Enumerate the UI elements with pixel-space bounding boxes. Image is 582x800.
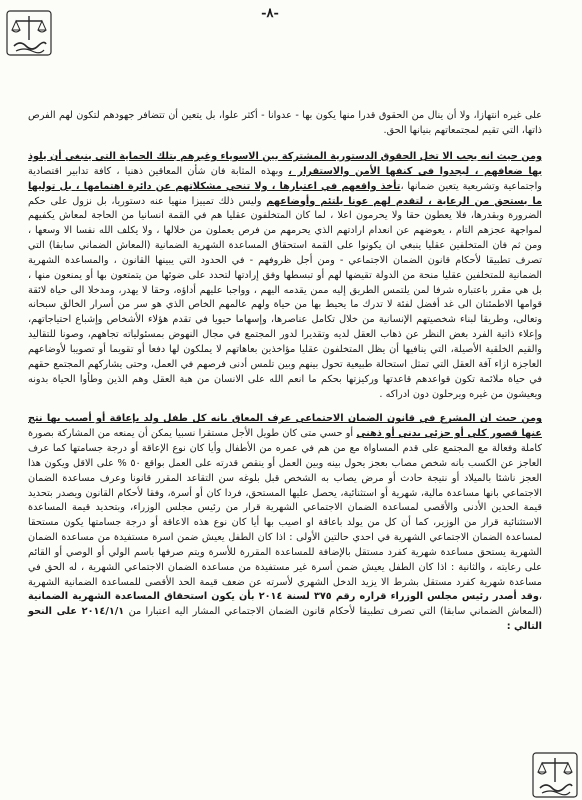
council-seal-bottom <box>532 752 578 798</box>
rights-text-2: وبهذه المثابة فان شأن المعاقين ذهنيا ، كافة تدابير اقتصادية واجتماعية وتشريعية يتعين ضمانها ، <box>28 165 542 192</box>
law-text-1: ومن حيث ان المشرع في قانون الضمان الاجتماعي عرف المعاق بانه كل طفل ولد بإعاقة أو أصيب بها نتج عنها قصور كلي أو جزئي بدني أو ذهني <box>28 413 542 440</box>
paragraph-constitutional-rights <box>28 150 542 402</box>
law-text-5: ٢٠١٤/١/١ على النحو التالي : <box>28 606 542 633</box>
council-seal-top <box>6 10 52 56</box>
paragraph-intro <box>28 108 542 138</box>
intro-text: على غيره انتهازا، ولا أن ينال من الحقوق قدرا منها يكون بها - عدوانا - أكثر علوا، بل يتعين أن تتضافر جهودهم لتكون لهم الفرص ذاتها، التي تقيم لمجتمعاتهم بنيانها الحق. <box>28 110 542 136</box>
scales-of-justice-icon <box>6 10 52 56</box>
law-text-4: (المعاش الضماني سابقا) التي تصرف تطبيقا لأحكام قانون الضمان الاجتماعي المشار اليه اعتبارا من <box>124 606 542 618</box>
rights-text-5: وليس ذلك تمييزا منهيا عنه دستوريا، بل نزول على حكم الضرورة وبقدرها، فلا يعطون حقا ولا يحرمون اعلا ، لما كان المتخلفون عقليا هم في القمة انسانيا من الحاجة لمعاش يكفيهم لمواجهة عجزهم التام ، يعوضهم عن انعدام ارادتهم الذي يحرمهم من فرص يعملون من خلالها ، ولا يكلف الله نفسا الا وسعها ، ومن ثم فان المتخلفين عقليا ينبغي ان يكونوا على القمة استحقاق المساعدة الشهرية الضمانية (المعاش الضماني سابقا) التي تصرف تطبيقا لأحكام قانون الضمان الاجتماعي - ومن أجل ظروفهم - في الحدود التي يبينها القانون ، والمساعدة الشهرية الضمانية للمتخلفين عقليا منحة من الدولة تقيضها لهم أو تبسطها وفق إرادتها لتحدد على ضوئها من يتمتعون بها أو يمنعون منها ، بل هي مقرر باعتباره شرفا لمن يلتمس الطريق إليه ممن يقدمه اليهم ، وواجبا عليهم أداؤه، وحقا لا يهدر، ومدخلا الى حياة لائقة قوامها الاطمئنان الى غد أفضل لفئة لا تدرك ما يحيط بها من حياة ولهم عالمهم الخاص الذي هو سر من أسرار الخالق سبحانه وتعالى، وطريقا لبناء شخصيتهم الإنسانية من خلال تكامل عناصرها، وإسهاما حيويا في تقدم هؤلاء الأشخاص وإشباع احتياجاتهم، وإعلاء ذاتية الفرد بغض النظر عن ذهاب العقل لديه وتقديرا لدور المجتمع في مجال النهوض بمسئولياته تجاههم، وصونا للتقاليد والقيم الخلقية الأصيلة، التي ينافيها أن يظل المتخلفون عقليا مؤاخذين بعاهاتهم لا يملكون لها دفعا أو تقويما أو تصويبا لأوضاعهم العاجزة ازاء آفة العقل التي تمثل استحالة طبيعية تحول بينهم وبين تلمس أدنى فرصهم في العمل، وحتى يشاركهم المجتمع حقهم في حياة ملائمة تكون قواعدهم قاعدتها وركيزتها بحكم ما انعم الله على الانسان من هبة العقل وهم الذين وطأوا الحياة بدونه ويعيشون من غيره ويرحلون دون ادراكه . <box>28 195 542 400</box>
rights-text-1: ومن حيث انه يجب الا تخل الحقوق الدستورية المشتركة بين الاسوياء وغيرهم بتلك الحماية التي ينبغي أن يلوذ بها ضعافهم ، ليجدوا في كنفها الأمن والاستقرار ، <box>28 151 542 177</box>
paragraph-social-security-law <box>28 412 542 635</box>
rights-text-3: تأخذ واقعهم في اعتبارها ، ولا تنحي مشكلاتهم عن دائرة اهتمامها ، <box>75 180 401 192</box>
law-text-3: وقد أصدر رئيس مجلس الوزراء قراره رقم ٣٧٥ لسنة ٢٠١٤ بأن يكون استحقاق المساعدة الشهرية الضمانية <box>28 591 539 603</box>
document-body <box>28 108 542 645</box>
page-number: -٨- <box>261 6 279 21</box>
law-text-2: أو حسي متى كان طويل الأجل مستقرا نسبيا يمكن أن يمنعه من المشاركة بصورة كاملة وفعالة مع المجتمع على قدم المساواة مع من هم في عمره من الأطفال وأيا كان نوع الإعاقة أو درجة جسامتها كما عرف العاجز عن الكسب بانه شخص مصاب بعجز يحول بينه وبين العمل أو ينقص قدرته على العمل بواقع ٥٠ % على الاقل ويكون هذا العجز ناشئا بالميلاد أو نتيجة حادث أو مرض يصاب به الشخص قبل بلوغه سن التقاعد المقرر قانونا وعرف مساعدة الضمان الاجتماعي بانها مساعدة مالية، شهرية أو استثنائية، يحصل عليها المستحق، فردا كان أو أسرة، وفقا لأحكام القانون ويصدر بتحديد قيمة الحدين الأدنى والأقصى لمساعدة الضمان الاجتماعي الشهرية قرار من رئيس مجلس الوزراء، وبتحديد قيمة المساعدة الاستثنائية قرار من الوزير، كما أن كل من يولد باعاقة او اصيب بها أيا كان نوع هذه الاعاقة أو درجة جسامتها يكون مستحقا لمساعدة الضمان الاجتماعي الشهرية في احدي حالتين الأولى : اذا كان الطفل يعيش ضمن اسرة مستفيدة من مساعدة الضمان الشهرية يستحق مساعدة شهرية كفرد مستقل بالإضافة للمساعدة المقررة للأسرة ويتم صرفها باسم الولي أو الوصي أو القائم على رعايته ، والثانية : اذا كان الطفل يعيش ضمن أسرة غير مستفيدة من مساعدة الضمان الاجتماعي الشهرية ، له الحق في مساعدة شهرية كفرد مستقل بشرط الا يزيد الدخل الشهري لأسرته عن ضعف قيمة الحد الأقصى للمساعدة الضمانية الشهرية ، <box>28 428 542 603</box>
scales-of-justice-icon <box>532 752 578 798</box>
rights-text-4: بل توليها ما يستحق من الرعاية ، لتقدم لهم عونا يلتئم وأوضاعهم <box>28 180 542 207</box>
